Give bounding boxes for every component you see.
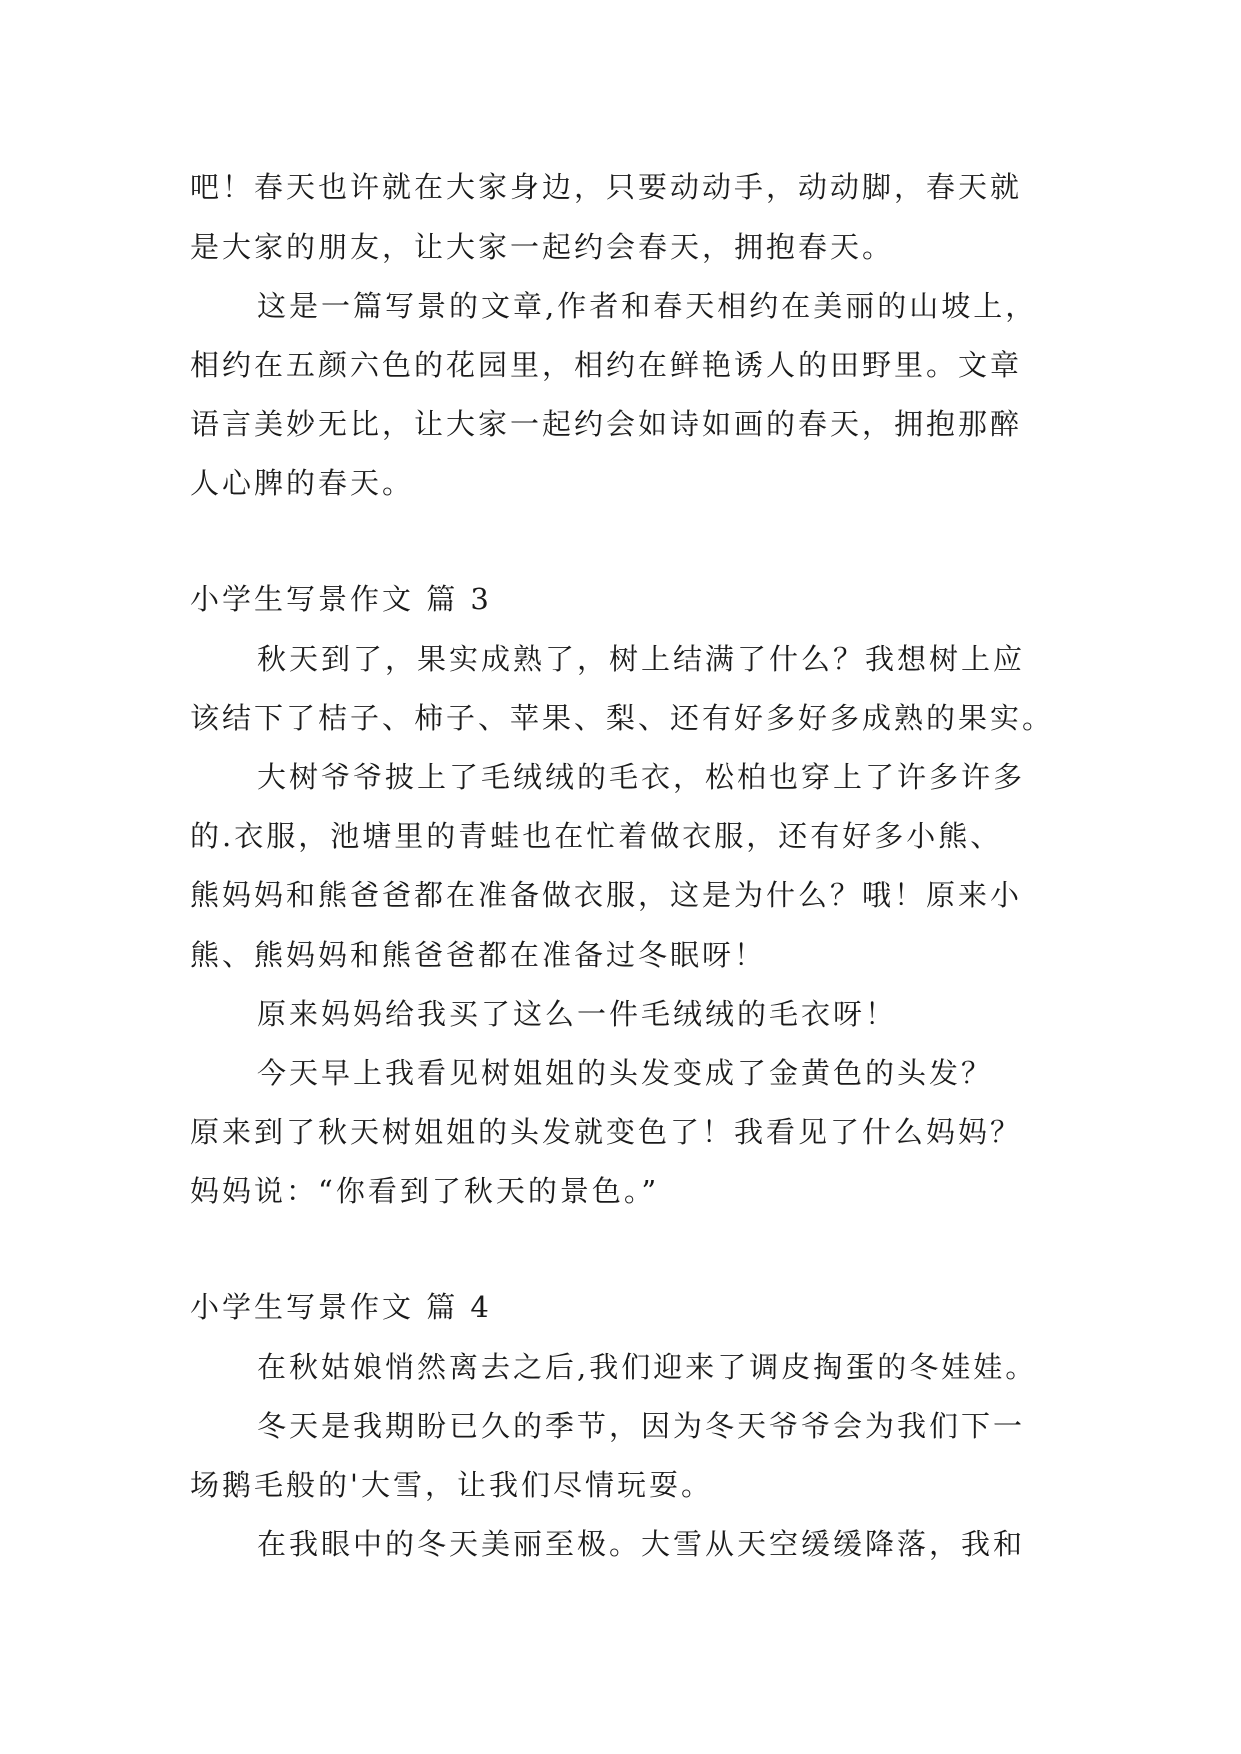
text-line: 该结下了桔子、柿子、苹果、梨、还有好多好多成熟的果实。 bbox=[190, 701, 1055, 735]
text-line: 熊妈妈和熊爸爸都在准备做衣服，这是为什么？哦！原来小 bbox=[190, 878, 1023, 912]
text-line: 吧！春天也许就在大家身边，只要动动手，动动脚，春天就 bbox=[190, 170, 1023, 204]
text-line: 相约在五颜六色的花园里，相约在鲜艳诱人的田野里。文章 bbox=[190, 348, 1023, 382]
paragraph-start: 这是一篇写景的文章,作者和春天相约在美丽的山坡上， bbox=[257, 289, 1038, 323]
text-line: 人心脾的春天。 bbox=[190, 466, 415, 500]
text-line: 的.衣服，池塘里的青蛙也在忙着做衣服，还有好多小熊、 bbox=[190, 819, 1003, 853]
text-line: 场鹅毛般的'大雪，让我们尽情玩耍。 bbox=[190, 1468, 713, 1502]
section-heading: 小学生写景作文 篇 4 bbox=[190, 1290, 492, 1324]
paragraph-start: 今天早上我看见树姐姐的头发变成了金黄色的头发？ bbox=[257, 1056, 994, 1090]
text-line: 语言美妙无比，让大家一起约会如诗如画的春天，拥抱那醉 bbox=[190, 407, 1023, 441]
paragraph-start: 秋天到了，果实成熟了，树上结满了什么？我想树上应 bbox=[257, 642, 1026, 676]
paragraph-start: 在秋姑娘悄然离去之后,我们迎来了调皮掏蛋的冬娃娃。 bbox=[257, 1350, 1038, 1384]
paragraph-start: 在我眼中的冬天美丽至极。大雪从天空缓缓降落，我和 bbox=[257, 1527, 1026, 1561]
paragraph-start: 大树爷爷披上了毛绒绒的毛衣，松柏也穿上了许多许多 bbox=[257, 760, 1026, 794]
text-line: 原来到了秋天树姐姐的头发就变色了！我看见了什么妈妈？ bbox=[190, 1115, 1023, 1149]
section-heading: 小学生写景作文 篇 3 bbox=[190, 582, 492, 616]
text-line: 熊、熊妈妈和熊爸爸都在准备过冬眠呀！ bbox=[190, 938, 767, 972]
paragraph-start: 冬天是我期盼已久的季节，因为冬天爷爷会为我们下一 bbox=[257, 1409, 1026, 1443]
text-line: 是大家的朋友，让大家一起约会春天，拥抱春天。 bbox=[190, 230, 895, 264]
text-line: 妈妈说：“你看到了秋天的景色。” bbox=[190, 1174, 660, 1208]
paragraph-start: 原来妈妈给我买了这么一件毛绒绒的毛衣呀！ bbox=[257, 997, 898, 1031]
